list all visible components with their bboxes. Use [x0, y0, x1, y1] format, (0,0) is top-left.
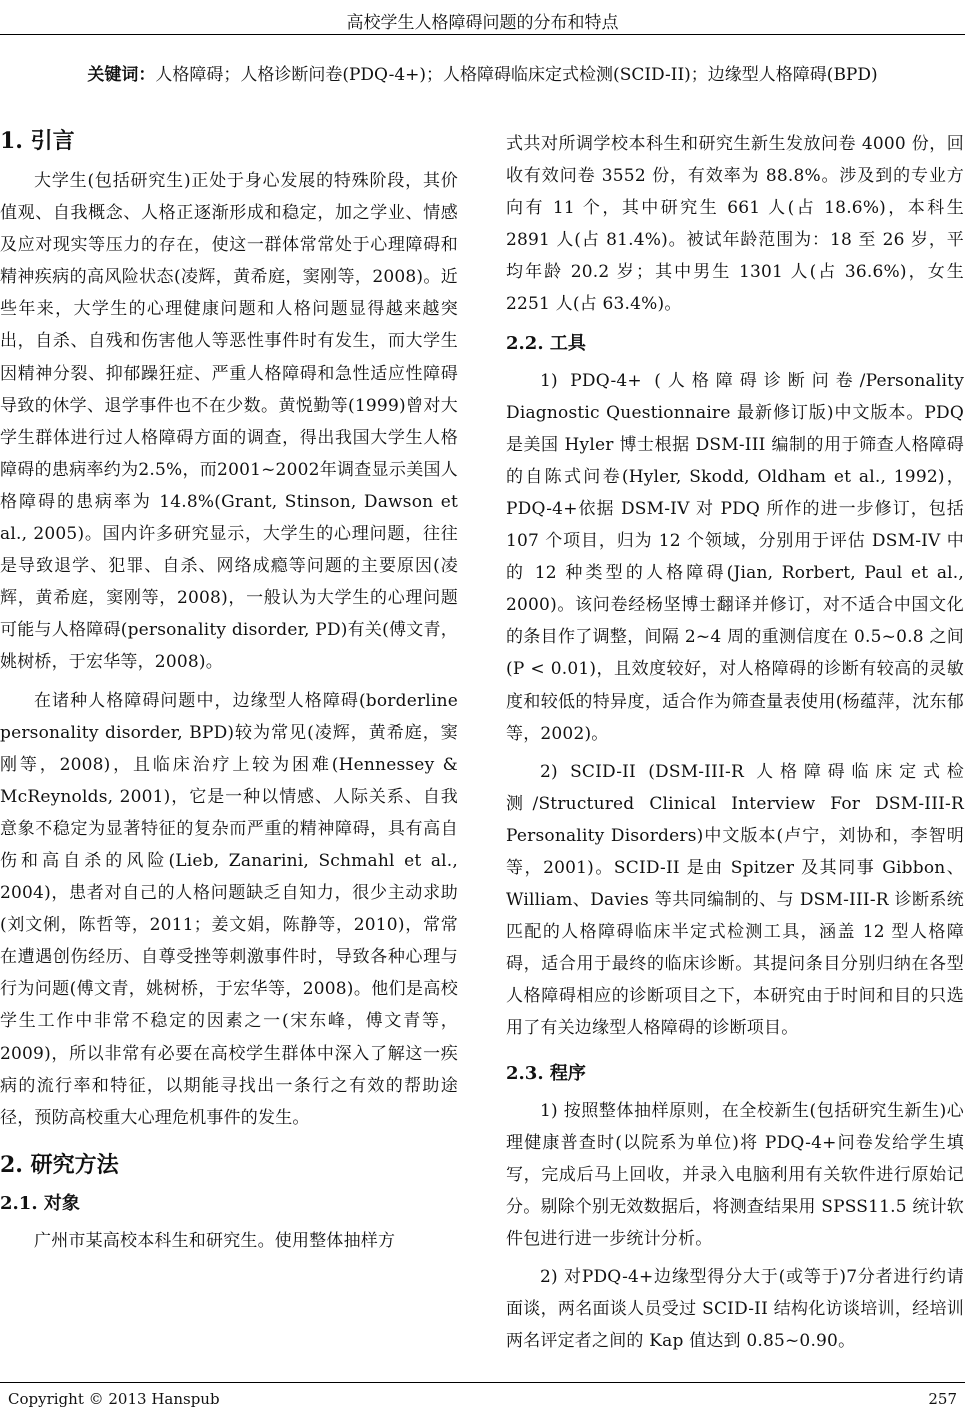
running-title: 高校学生人格障碍问题的分布和特点 — [346, 13, 619, 33]
section-1-title: 1. 引言 — [0, 128, 75, 154]
subsection-2-3-title: 2.3. 程序 — [506, 1062, 586, 1084]
subjects-paragraph-continued: 式共对所调学校本科生和研究生新生发放问卷 4000 份，回收有效问卷 3552 份，有效率为 88.8%。涉及到的专业方向有 11 个，其中研究生 661 人(占 18.6%)，本科生 2891 人(占 81.4%)。被试年龄范围为：18 至 26 岁，平均年龄 20.2 岁；其中男生 1301 人(占 36.6%)，女生 2251 人(占 63.4%)。 — [506, 134, 964, 315]
procedure-paragraph-1: 1) 按照整体抽样原则，在全校新生(包括研究生新生)心理健康普查时(以院系为单位)将 PDQ-4+问卷发给学生填写，完成后马上回收，并录入电脑利用有关软件进行原始记分。剔除个别无效数据后，将测查结果用 SPSS11.5 统计软件包进行进一步统计分析。 — [506, 1100, 964, 1249]
footer-copyright: Copyright © 2013 Hanspub — [8, 1390, 220, 1408]
intro-paragraph-1: 大学生(包括研究生)正处于身心发展的特殊阶段，其价值观、自我概念、人格正逐渐形成和稳定，加之学业、情感及应对现实等压力的存在，使这一群体常常处于心理障碍和精神疾病的高风险状态(凌辉，黄希庭，窦刚等，2008)。近些年来，大学生的心理健康问题和人格问题显得越来越突出，自杀、自残和伤害他人等恶性事件时有发生，而大学生因精神分裂、抑郁躁狂症、严重人格障碍和急性适应性障碍导致的休学、退学事件也不在少数。黄悦勤等(1999)曾对大学生群体进行过人格障碍方面的调查，得出我国大学生人格障碍的患病率约为2.5%，而2001~2002年调查显示美国人格障碍的患病率为 14.8%(Grant, Stinson, Dawson et al., 2005)。国内许多研究显示，大学生的心理问题，往往是导致退学、犯罪、自杀、网络成瘾等问题的主要原因(凌辉，黄希庭，窦刚等，2008)，一般认为大学生的心理问题可能与人格障碍(personality disorder, PD)有关(傅文青，姚树桥，于宏华等，2008)。 — [0, 171, 458, 673]
header-rule — [0, 34, 965, 35]
keywords-label: 关键词： — [87, 65, 156, 85]
tools-paragraph-1: 1) PDQ-4+ (人格障碍诊断问卷/Personality Diagnostic Questionnaire 最新修订版)中文版本。PDQ 是美国 Hyler 博士根据 DSM-III 编制的用于筛查人格障碍的自陈式问卷(Hyler, Skodd, Oldham et al., 1992)，PDQ-4+依据 DSM-IV 对 PDQ 所作的进一步修订，包括 107 个项目，归为 12 个领域，分别用于评估 DSM-IV 中的 12 种类型的人格障碍(Jian, Rorbert, Paul et al., 2000)。该问卷经杨坚博士翻译并修订，对不适合中国文化的条目作了调整，间隔 2~4 周的重测信度在 0.5~0.8 之间(P < 0.01)，且效度较好，对人格障碍的诊断有较高的灵敏度和较低的特异度，适合作为筛查量表使用(杨蕴萍，沈东郁等，2002)。 — [506, 370, 964, 744]
procedure-paragraph-2: 2) 对PDQ-4+边缘型得分大于(或等于)7分者进行约请面谈，两名面谈人员受过 SCID-II 结构化访谈培训，经培训两名评定者之间的 Kap 值达到 0.85~0.90。 — [506, 1267, 964, 1352]
subjects-paragraph-start: 广州市某高校本科生和研究生。使用整体抽样方 — [34, 1230, 396, 1251]
section-2-title: 2. 研究方法 — [0, 1151, 119, 1178]
keywords-text: 人格障碍；人格诊断问卷(PDQ-4+)；人格障碍临床定式检测(SCID-II)；边缘型人格障碍(BPD) — [155, 65, 878, 85]
footer-page-number: 257 — [928, 1390, 957, 1408]
intro-paragraph-2: 在诸种人格障碍问题中，边缘型人格障碍(borderline personality disorder, BPD)较为常见(凌辉，黄希庭，窦刚等，2008)，且临床治疗上较为困难(Hennessey & McReynolds, 2001)，它是一种以情感、人际关系、自我意象不稳定为显著特征的复杂而严重的精神障碍，具有高自伤和高自杀的风险(Lieb, Zanarini, Schmahl et al., 2004)，患者对自己的人格问题缺乏自知力，很少主动求助(刘文俐，陈哲等，2011；姜文娟，陈静等，2010)，常常在遭遇创伤经历、自尊受挫等刺激事件时，导致各种心理与行为问题(傅文青，姚树桥，于宏华等，2008)。他们是高校学生工作中非常不稳定的因素之一(宋东峰，傅文青等，2009)，所以非常有必要在高校学生群体中深入了解这一疾病的流行率和特征，以期能寻找出一条行之有效的帮助途径，预防高校重大心理危机事件的发生。 — [0, 690, 458, 1128]
subsection-2-1-title: 2.1. 对象 — [0, 1192, 80, 1214]
right-column — [506, 128, 964, 1363]
keywords-line — [0, 60, 965, 85]
footer-rule — [0, 1382, 965, 1383]
subsection-2-2-title: 2.2. 工具 — [506, 332, 586, 354]
left-column — [0, 120, 458, 1263]
tools-paragraph-2: 2) SCID-II (DSM-III-R 人格障碍临床定式检测/Structured Clinical Interview For DSM-III-R Personality Disorders)中文版本(卢宁，刘协和，李智明等，2001)。SCID-II 是由 Spitzer 及其同事 Gibbon、William、Davies 等共同编制的、与 DSM-III-R 诊断系统匹配的人格障碍临床半定式检测工具，涵盖 12 型人格障碍，适合用于最终的临床诊断。其提问条目分别归纳在各型人格障碍相应的诊断项目之下，本研究由于时间和目的只选用了有关边缘型人格障碍的诊断项目。 — [506, 761, 964, 1039]
